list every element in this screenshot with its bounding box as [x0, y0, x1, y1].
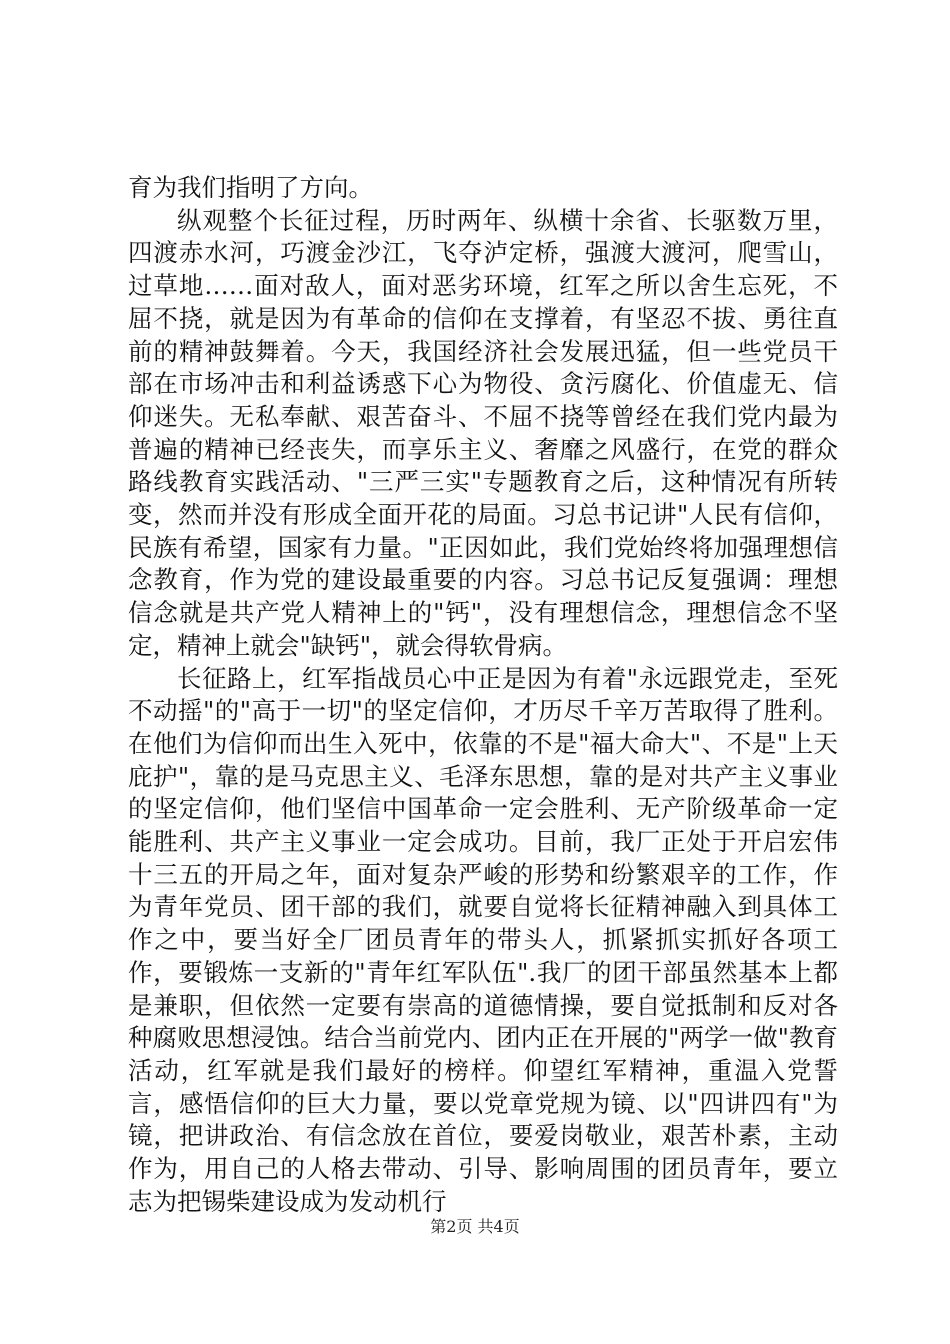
page-number: 第2页 共4页: [430, 1217, 520, 1236]
document-body: [128, 172, 838, 1219]
paragraph-continuation: 育为我们指明了方向。: [128, 173, 373, 202]
paragraph-long-march-overview: 纵观整个长征过程，历时两年、纵横十余省、长驱数万里，四渡赤水河，巧渡金沙江，飞夺泸定桥，强渡大渡河，爬雪山，过草地……面对敌人，面对恶劣环境，红军之所以舍生忘死，不屈不挠，就是因为有革命的信仰在支撑着，有坚忍不拔、勇往直前的精神鼓舞着。今天，我国经济社会发展迅猛，但一些党员干部在市场冲击和利益诱惑下心为物役、贪污腐化、价值虚无、信仰迷失。无私奉献、艰苦奋斗、不屈不挠等曾经在我们党内最为普遍的精神已经丧失，而享乐主义、奢靡之风盛行，在党的群众路线教育实践活动、"三严三实"专题教育之后，这种情况有所转变，然而并没有形成全面开花的局面。习总书记讲"人民有信仰，民族有希望，国家有力量。"正因如此，我们党始终将加强理想信念教育，作为党的建设最重要的内容。习总书记反复强调：理想信念就是共产党人精神上的"钙"，没有理想信念，理想信念不坚定，精神上就会"缺钙"，就会得软骨病。: [128, 205, 838, 660]
paragraph-long-march-faith: 长征路上，红军指战员心中正是因为有着"永远跟党走，至死不动摇"的"高于一切"的坚定信仰，才历尽千辛万苦取得了胜利。在他们为信仰而出生入死中，依靠的不是"福大命大"、不是"上天庇护"，靠的是马克思主义、毛泽东思想，靠的是对共产主义事业的坚定信仰，他们坚信中国革命一定会胜利、无产阶级革命一定能胜利、共产主义事业一定会成功。目前，我厂正处于开启宏伟十三五的开局之年，面对复杂严峻的形势和纷繁艰辛的工作，作为青年党员、团干部的我们，就要自觉将长征精神融入到具体工作之中，要当好全厂团员青年的带头人，抓紧抓实抓好各项工作，要锻炼一支新的"青年红军队伍".我厂的团干部虽然基本上都是兼职，但依然一定要有崇高的道德情操，要自觉抵制和反对各种腐败思想浸蚀。结合当前党内、团内正在开展的"两学一做"教育活动，红军就是我们最好的榜样。仰望红军精神，重温入党誓言，感悟信仰的巨大力量，要以党章党规为镜、以"四讲四有"为镜，把讲政治、有信念放在首位，要爱岗敬业，艰苦朴素，主动作为，用自己的人格去带动、引导、影响周围的团员青年，要立志为把锡柴建设成为发动机行: [128, 663, 838, 1216]
